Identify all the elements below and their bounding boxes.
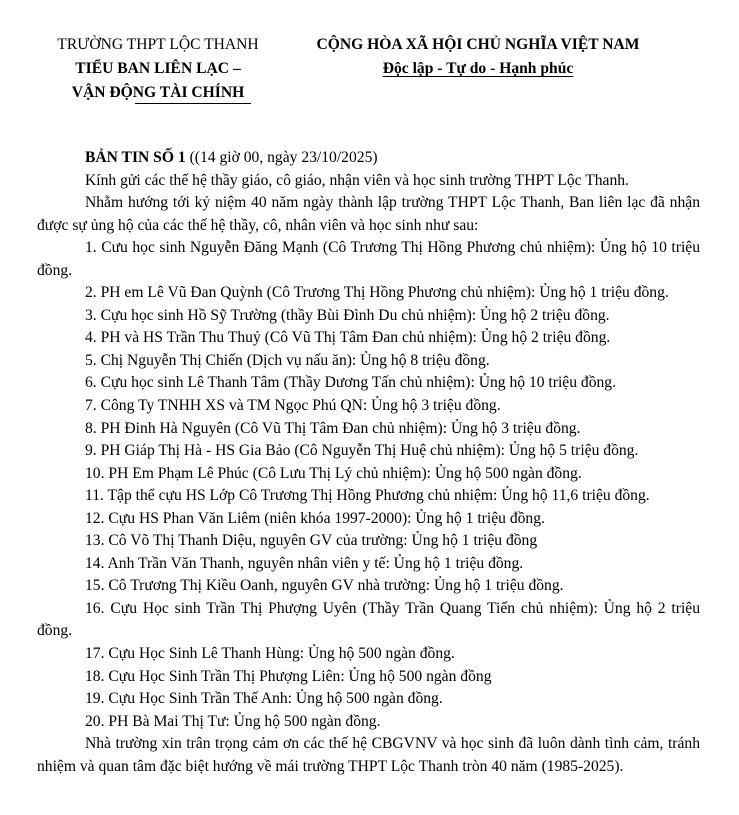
donation-item: 5. Chị Nguyễn Thị Chiến (Dịch vụ nấu ăn): Ủng hộ 8 triệu đồng.: [85, 351, 490, 369]
nation-name: CỘNG HÒA XÃ HỘI CHỦ NGHĨA VIỆT NAM: [316, 36, 640, 53]
donation-item: 13. Cô Võ Thị Thanh Diệu, nguyên GV của trường: Ủng hộ 1 triệu đồng: [85, 532, 538, 550]
donation-item: 9. PH Giáp Thị Hà - HS Gia Bảo (Cô Nguyễn Thị Huệ chủ nhiệm): Ủng hộ 5 triệu đồng.: [85, 442, 639, 460]
donation-item: 3. Cựu học sinh Hồ Sỹ Trường (thầy Bùi Đình Du chủ nhiệm): Ủng hộ 2 triệu đồng.: [85, 306, 610, 324]
school-header: [18, 33, 298, 105]
donation-item: 17. Cựu Học Sinh Lê Thanh Hùng: Ủng hộ 500 ngàn đồng.: [85, 645, 455, 663]
donation-item: 20. PH Bà Mai Thị Tư: Ủng hộ 500 ngàn đồng.: [85, 712, 381, 730]
bulletin-body: [37, 147, 700, 778]
nation-header: [290, 33, 666, 81]
nation-motto: Độc lập - Tự do - Hạnh phúc: [382, 60, 574, 77]
donation-item: 15. Cô Trương Thị Kiều Oanh, nguyên GV nhà trường: Ủng hộ 1 triệu đồng.: [85, 577, 564, 595]
donation-item: 2. PH em Lê Vũ Đan Quỳnh (Cô Trương Thị Hồng Phương chủ nhiệm): Ủng hộ 1 triệu đồng.: [85, 284, 669, 302]
committee-name-line1: TIỂU BAN LIÊN LẠC –: [75, 60, 241, 77]
closing-paragraph: Nhà trường xin trân trọng cảm ơn các thế hệ CBGVNV và học sinh đã luôn dành tình cảm, tránh nhiệm và quan tâm đặc biệt hướng về mái trường THPT Lộc Thanh tròn 40 năm (1985-2025).: [37, 735, 700, 775]
donation-item: 18. Cựu Học Sinh Trần Thị Phượng Liên: Ủng hộ 500 ngàn đồng: [85, 667, 492, 685]
greeting: Kính gửi các thế hệ thầy giáo, cô giáo, nhận viên và học sinh trường THPT Lộc Thanh.: [85, 171, 629, 189]
donation-item: 4. PH và HS Trần Thu Thuỷ (Cô Vũ Thị Tâm Đan chủ nhiệm): Ủng hộ 2 triệu đồng.: [85, 329, 611, 347]
header-divider: [135, 103, 251, 104]
school-name: TRƯỜNG THPT LỘC THANH: [57, 36, 259, 53]
donation-item: 6. Cựu học sinh Lê Thanh Tâm (Thầy Dương Tấn chủ nhiệm): Ủng hộ 10 triệu đồng.: [85, 374, 616, 392]
donation-item: 7. Công Ty TNHH XS và TM Ngọc Phú QN: Ủng hộ 3 triệu đồng.: [85, 397, 501, 415]
bulletin-title: BẢN TIN SỐ 1: [85, 149, 186, 166]
donation-item: 8. PH Đinh Hà Nguyên (Cô Vũ Thị Tâm Đan chủ nhiệm): Ủng hộ 3 triệu đồng.: [85, 419, 581, 437]
donation-item: 19. Cựu Học Sinh Trần Thế Anh: Ủng hộ 500 ngàn đồng.: [85, 690, 443, 708]
donation-item: 16. Cựu Học sinh Trần Thị Phượng Uyên (Thầy Trần Quang Tiến chủ nhiệm): Ủng hộ 2 triệu đồng.: [37, 599, 700, 640]
committee-name-line2: [18, 81, 298, 105]
donation-item: 12. Cựu HS Phan Văn Liêm (niên khóa 1997-2000): Ủng hộ 1 triệu đồng.: [85, 509, 545, 527]
donation-list: [37, 237, 700, 733]
committee-name-part: VẬN ĐỘ: [71, 84, 133, 101]
donation-item: 14. Anh Trần Văn Thanh, nguyên nhân viên y tế: Ủng hộ 1 triệu đồng.: [85, 554, 524, 572]
donation-item: 1. Cưu học sinh Nguyễn Đăng Mạnh (Cô Trương Thị Hồng Phương chủ nhiệm): Ủng hộ 10 triệu đồng.: [37, 239, 700, 279]
donation-item: 11. Tập thể cựu HS Lớp Cô Trương Thị Hồng Phương chủ nhiệm: Ủng hộ 11,6 triệu đồng.: [85, 487, 650, 505]
bulletin-time: ((14 giờ 00, ngày 23/10/2025): [185, 149, 378, 166]
committee-name-underlined: NG TÀI CHÍNH: [132, 84, 245, 101]
intro-paragraph: Nhằm hướng tới kỷ niệm 40 năm ngày thành lập trường THPT Lộc Thanh, Ban liên lạc đã nhận được sự ủng hộ của các thế hệ thầy, cô, nhân viên và học sinh như sau:: [37, 194, 700, 234]
donation-item: 10. PH Em Phạm Lê Phúc (Cô Lưu Thị Lý chủ nhiệm): Ủng hộ 500 ngàn đồng.: [85, 464, 582, 482]
bulletin-heading: [37, 147, 700, 170]
